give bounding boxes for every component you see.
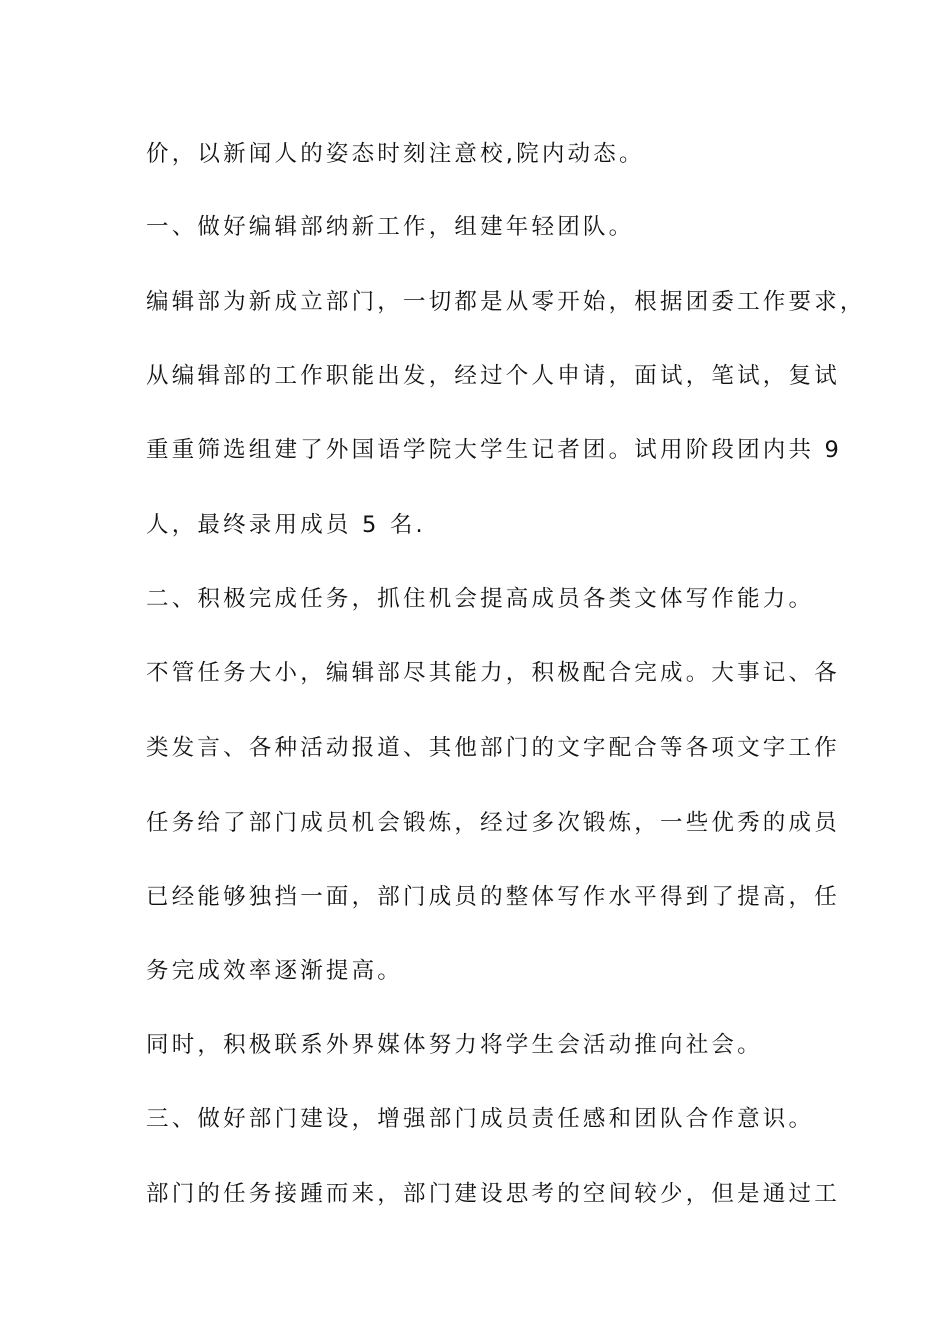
text-line: 编辑部为新成立部门，一切都是从零开始，根据团委工作要求， — [146, 289, 866, 315]
section-heading-3: 三、做好部门建设，增强部门成员责任感和团队合作意识。 — [146, 1106, 815, 1132]
text-line: 从编辑部的工作职能出发，经过个人申请，面试，笔试，复试 — [146, 363, 840, 389]
section-heading-1: 一、做好编辑部纳新工作，组建年轻团队。 — [146, 214, 635, 240]
text-line: 类发言、各种活动报道、其他部门的文字配合等各项文字工作 — [146, 735, 840, 761]
text-line: 价，以新闻人的姿态时刻注意校,院内动态。 — [146, 141, 645, 167]
text-line: 同时，积极联系外界媒体努力将学生会活动推向社会。 — [146, 1032, 763, 1058]
text-line: 重重筛选组建了外国语学院大学生记者团。试用阶段团内共 9 — [146, 437, 843, 463]
text-line: 务完成效率逐渐提高。 — [146, 958, 404, 984]
text-line: 任务给了部门成员机会锻炼，经过多次锻炼，一些优秀的成员 — [146, 810, 840, 836]
text-line: 人，最终录用成员 5 名. — [146, 512, 426, 538]
text-line: 已经能够独挡一面，部门成员的整体写作水平得到了提高，任 — [146, 884, 840, 910]
text-line: 不管任务大小，编辑部尽其能力，积极配合完成。大事记、各 — [146, 660, 840, 686]
text-line: 部门的任务接踵而来，部门建设思考的空间较少，但是通过工 — [146, 1181, 840, 1207]
section-heading-2: 二、积极完成任务，抓住机会提高成员各类文体写作能力。 — [146, 586, 815, 612]
